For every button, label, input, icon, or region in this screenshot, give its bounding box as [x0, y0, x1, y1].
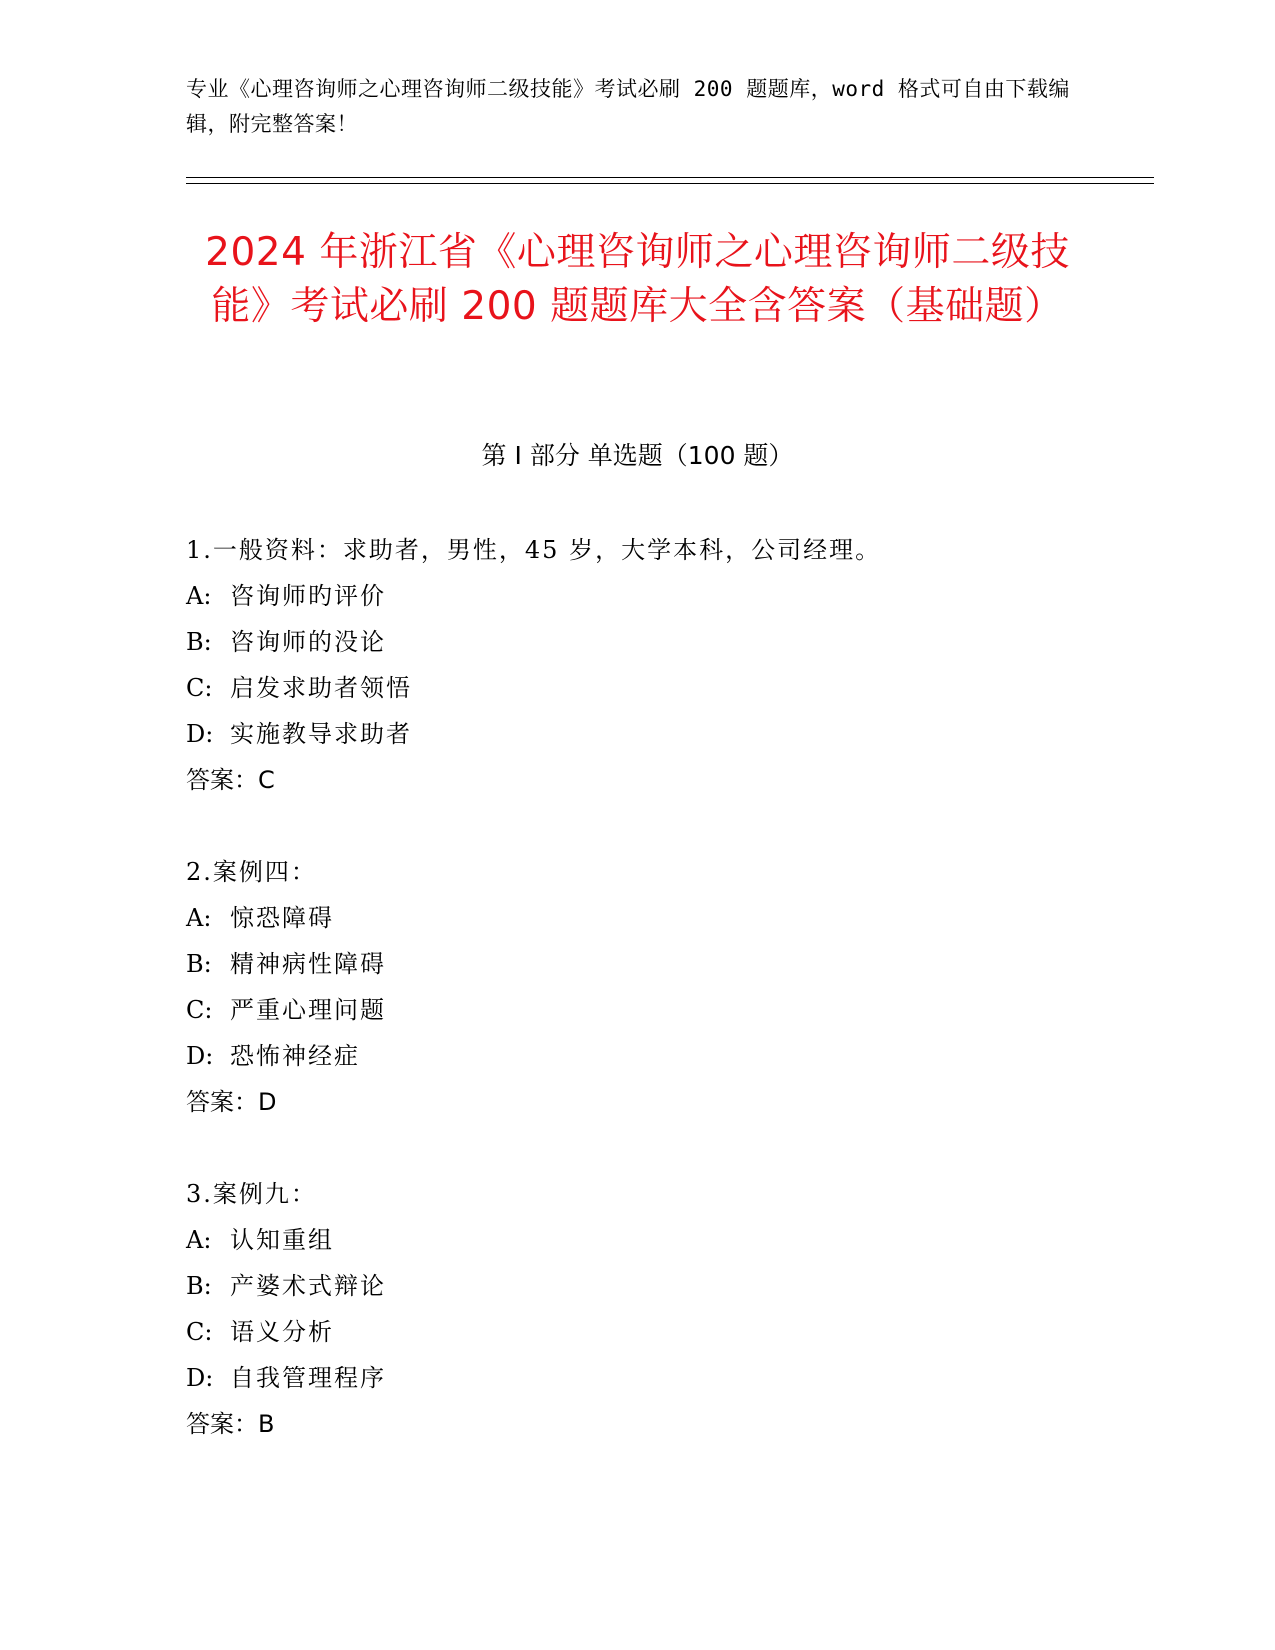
document-title: 2024 年浙江省《心理咨询师之心理咨询师二级技能》考试必刷 200 题题库大全含答案（基础题）: [205, 230, 1070, 329]
option-text: 实施教导求助者: [230, 720, 412, 748]
option-text: 咨询师旳评价: [230, 582, 386, 610]
option-c: [186, 665, 1136, 711]
option-text: 惊恐障碍: [230, 904, 334, 932]
option-letter: B:: [186, 1272, 212, 1300]
option-letter: A:: [186, 1226, 212, 1254]
option-letter: A:: [186, 582, 212, 610]
option-b: [186, 941, 1136, 987]
header-divider-bottom: [186, 183, 1154, 184]
option-text: 启发求助者领悟: [230, 674, 412, 702]
question-stem: 1.一般资料：求助者，男性，45 岁，大学本科，公司经理。: [186, 536, 882, 564]
question-stem: 2.案例四：: [186, 858, 317, 886]
option-c: [186, 1309, 1136, 1355]
option-b: [186, 619, 1136, 665]
header-divider-top: [186, 177, 1154, 178]
option-d: [186, 1355, 1136, 1401]
question-stem: 3.案例九：: [186, 1180, 317, 1208]
option-text: 咨询师的没论: [230, 628, 386, 656]
option-text: 精神病性障碍: [230, 950, 386, 978]
option-letter: B:: [186, 628, 212, 656]
option-letter: B:: [186, 950, 212, 978]
answer-line: 答案：C: [186, 766, 275, 794]
option-letter: D:: [186, 720, 214, 748]
option-b: [186, 1263, 1136, 1309]
option-letter: C:: [186, 674, 213, 702]
option-letter: D:: [186, 1042, 214, 1070]
option-a: [186, 1217, 1136, 1263]
option-text: 恐怖神经症: [230, 1042, 360, 1070]
answer-line: 答案：D: [186, 1088, 277, 1116]
option-text: 产婆术式辩论: [230, 1272, 386, 1300]
option-d: [186, 711, 1136, 757]
option-text: 严重心理问题: [230, 996, 386, 1024]
section-heading: 第 I 部分 单选题（100 题）: [481, 441, 794, 470]
question-1: [186, 527, 1136, 803]
option-letter: C:: [186, 996, 213, 1024]
question-3: [186, 1171, 1136, 1447]
option-text: 语义分析: [230, 1318, 334, 1346]
option-text: 认知重组: [230, 1226, 334, 1254]
option-a: [186, 895, 1136, 941]
option-c: [186, 987, 1136, 1033]
option-letter: A:: [186, 904, 212, 932]
option-letter: C:: [186, 1318, 213, 1346]
option-d: [186, 1033, 1136, 1079]
option-text: 自我管理程序: [230, 1364, 386, 1392]
header-note: 专业《心理咨询师之心理咨询师二级技能》考试必刷 200 题题库，word 格式可自由下载编辑，附完整答案！: [186, 77, 1070, 136]
answer-line: 答案：B: [186, 1410, 275, 1438]
question-2: [186, 849, 1136, 1125]
option-letter: D:: [186, 1364, 214, 1392]
option-a: [186, 573, 1136, 619]
question-list: [186, 527, 1136, 1493]
